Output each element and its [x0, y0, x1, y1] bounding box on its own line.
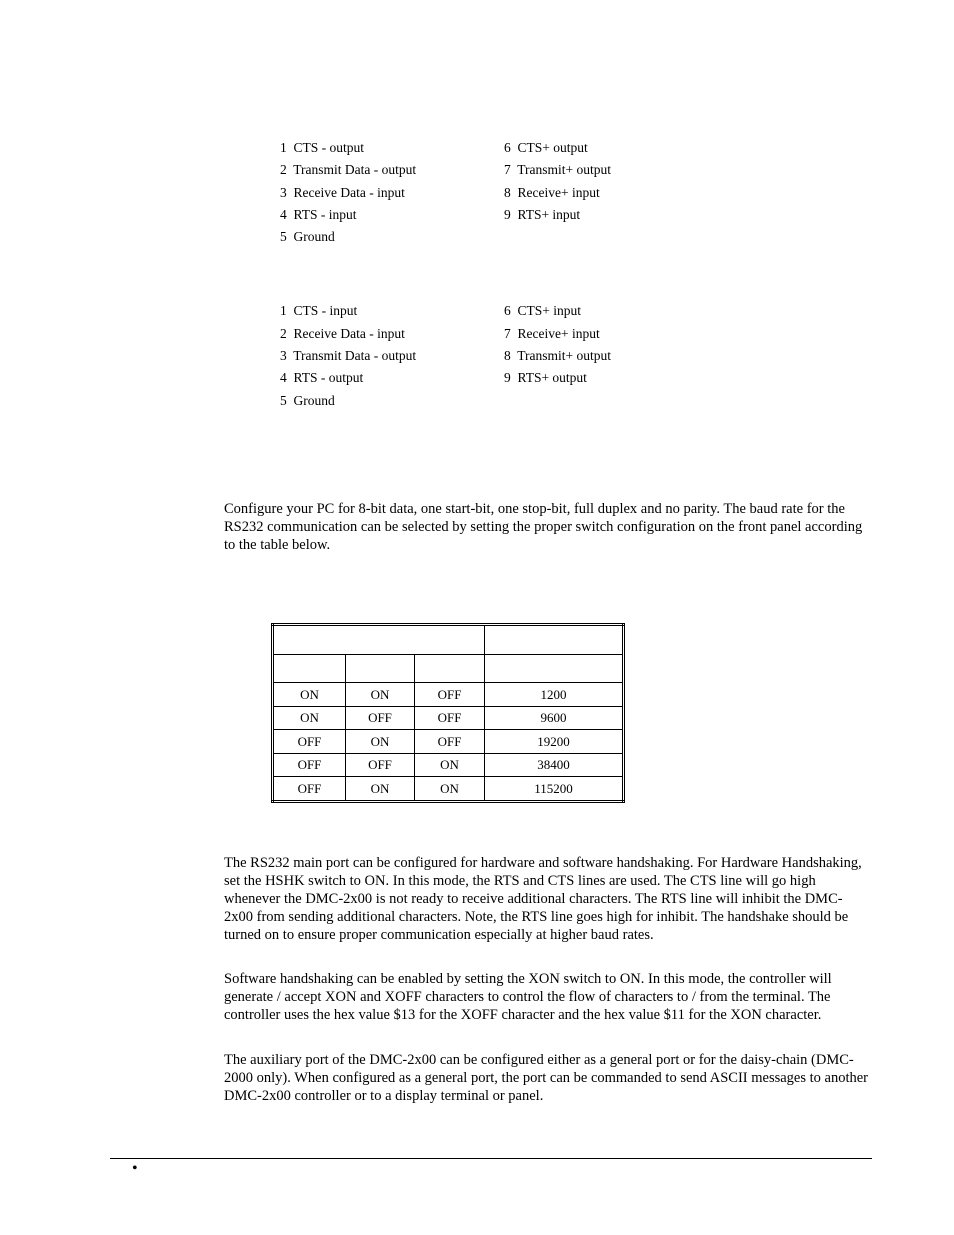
pin-1: 1 CTS - output: [280, 140, 365, 155]
pin-3: 3 Receive Data - input: [280, 185, 405, 200]
pin-3: 3 Transmit Data - output: [280, 348, 417, 363]
table-cell: ON: [415, 753, 485, 777]
config-paragraph: Configure your PC for 8-bit data, one start-bit, one stop-bit, full duplex and no parity. The baud rate for the RS232 communication can be selected by setting the proper switch configuration on the front panel according to the table below.: [224, 501, 863, 553]
table-cell: ON: [346, 777, 415, 802]
header-cell: [346, 654, 415, 683]
pin-8: 8 Transmit+ output: [504, 348, 612, 363]
pin-1: 1 CTS - input: [280, 303, 358, 318]
pin-8: 8 Receive+ input: [504, 185, 600, 200]
pin-2: 2 Receive Data - input: [280, 326, 405, 341]
table-cell: ON: [346, 683, 415, 707]
pin-9: 9 RTS+ input: [504, 207, 581, 222]
pin-9: 9 RTS+ output: [504, 370, 587, 385]
header-cell: [485, 654, 624, 683]
table-cell: OFF: [273, 730, 346, 754]
pin-5: 5 Ground: [280, 393, 335, 408]
table-cell: 115200: [485, 777, 624, 802]
table-row: [273, 753, 624, 777]
pin-5: 5 Ground: [280, 229, 335, 244]
table-row: [273, 706, 624, 730]
table-cell: OFF: [346, 753, 415, 777]
header-cell: [273, 654, 346, 683]
header-cell: [415, 654, 485, 683]
table-subheader-row: [273, 654, 624, 683]
table-cell: ON: [273, 706, 346, 730]
table-cell: 38400: [485, 753, 624, 777]
pin-7: 7 Transmit+ output: [504, 162, 612, 177]
header-cell: [485, 625, 624, 655]
pin-2: 2 Transmit Data - output: [280, 162, 417, 177]
table-cell: 1200: [485, 683, 624, 707]
table-cell: OFF: [346, 706, 415, 730]
table-row: [273, 683, 624, 707]
table-cell: OFF: [415, 683, 485, 707]
footer-bullet: •: [132, 1160, 138, 1177]
pin-7: 7 Receive+ input: [504, 326, 600, 341]
table-row: [273, 777, 624, 802]
table-cell: 19200: [485, 730, 624, 754]
baud-rate-table: [271, 623, 625, 803]
auxiliary-port-paragraph: The auxiliary port of the DMC-2x00 can be configured either as a general port or for the daisy-chain (DMC-2000 only). When configured as a general port, the port can be commanded to send ASCII messages to another DMC-2x00 controller or to a display terminal or panel.: [224, 1052, 868, 1104]
table-cell: OFF: [273, 753, 346, 777]
table-cell: ON: [273, 683, 346, 707]
hardware-handshake-paragraph: The RS232 main port can be configured for hardware and software handshaking. For Hardware Handshaking, set the HSHK switch to ON. In this mode, the RTS and CTS lines are used. The CTS line will go high whenever the DMC-2x00 is not ready to receive additional characters. The RTS line will inhibit the DMC-2x00 from sending additional characters. Note, the RTS line goes high for inhibit. The handshake should be turned on to ensure proper communication especially at higher baud rates.: [224, 855, 862, 943]
pin-4: 4 RTS - output: [280, 370, 364, 385]
pin-6: 6 CTS+ input: [504, 303, 581, 318]
software-handshake-paragraph: Software handshaking can be enabled by setting the XON switch to ON. In this mode, the controller will generate / accept XON and XOFF characters to control the flow of characters to / from the terminal. The controller uses the hex value $13 for the XOFF character and the hex value $11 for the XON character.: [224, 971, 832, 1023]
footer-rule: [110, 1158, 872, 1159]
header-cell: [273, 625, 485, 655]
table-cell: OFF: [415, 706, 485, 730]
table-cell: OFF: [273, 777, 346, 802]
table-cell: ON: [415, 777, 485, 802]
pin-6: 6 CTS+ output: [504, 140, 588, 155]
table-header-row: [273, 625, 624, 655]
table-cell: 9600: [485, 706, 624, 730]
table-cell: ON: [346, 730, 415, 754]
table-cell: OFF: [415, 730, 485, 754]
table-row: [273, 730, 624, 754]
pin-4: 4 RTS - input: [280, 207, 357, 222]
